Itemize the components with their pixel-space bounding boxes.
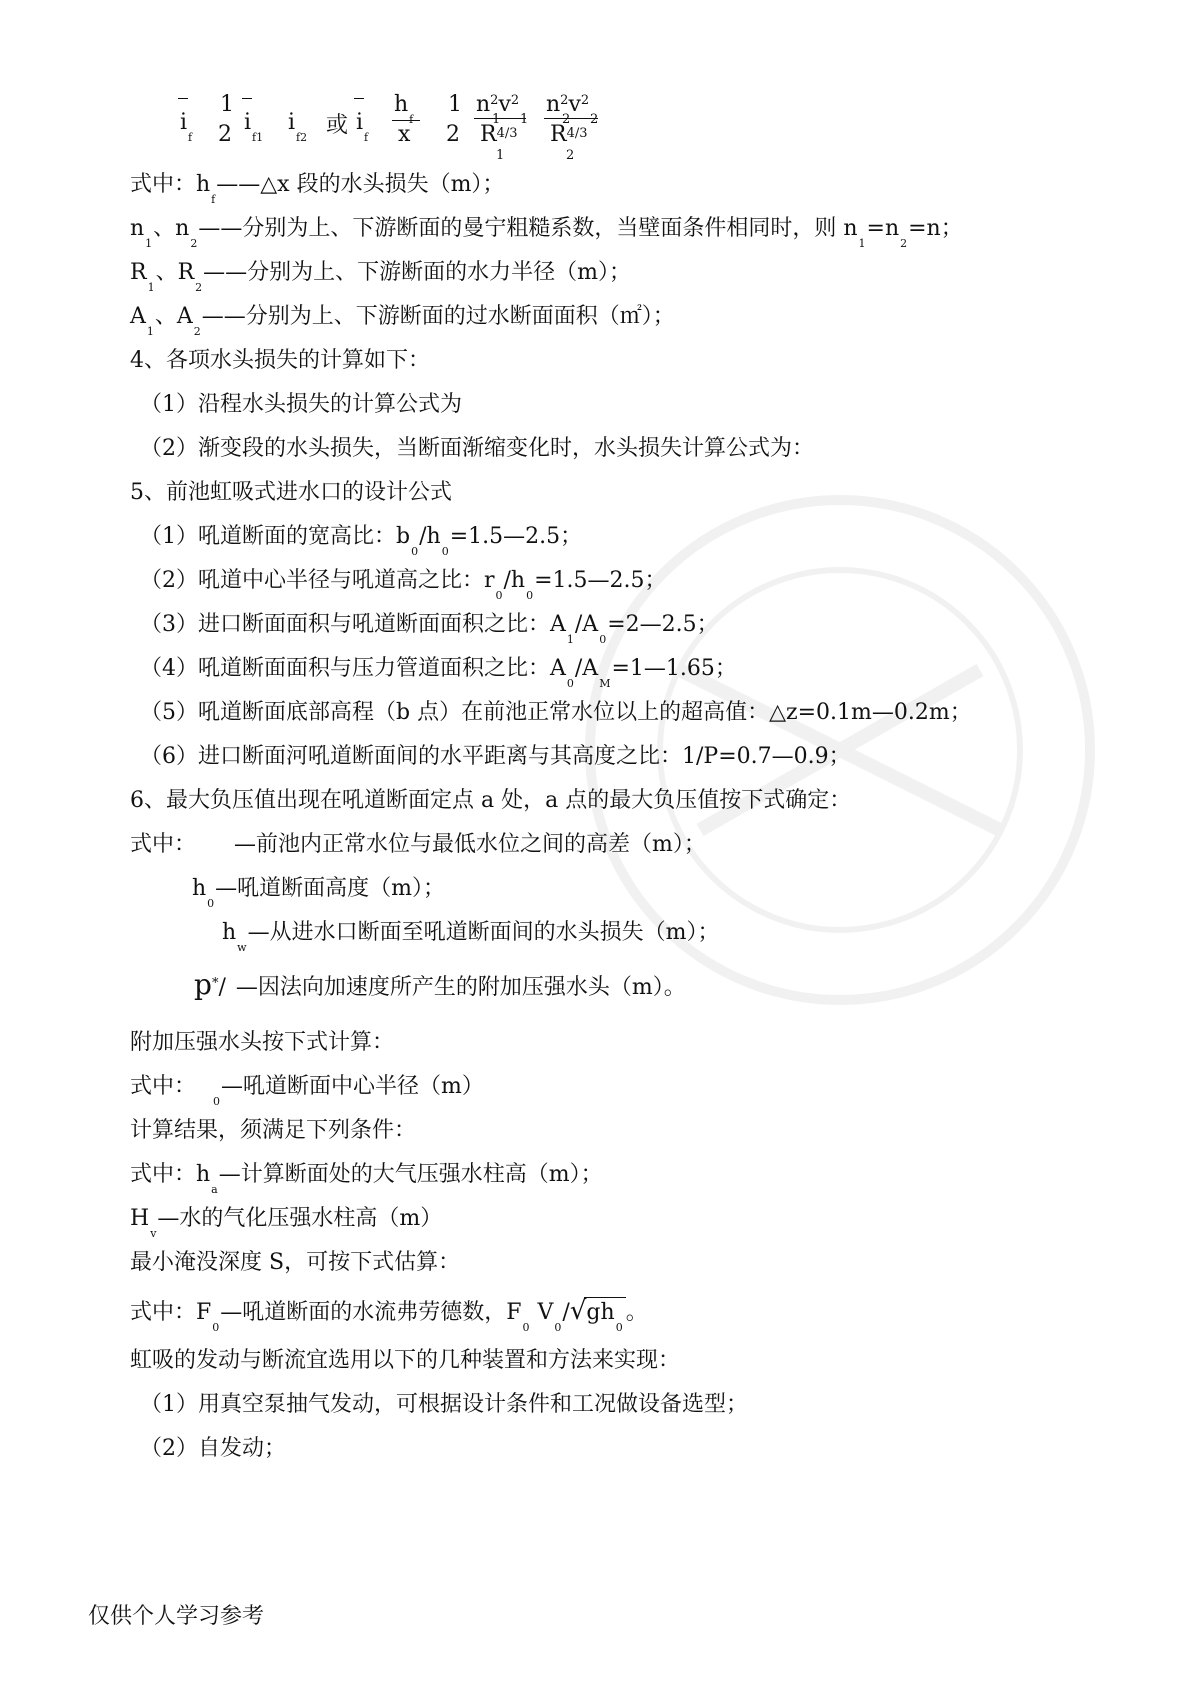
hf-num: [394, 92, 414, 126]
hf-h: h: [394, 92, 409, 117]
text: —因法向加速度所产生的附加压强水头（m）。: [235, 975, 686, 1000]
sub: a: [211, 1183, 218, 1196]
sub: 0: [526, 589, 534, 602]
text: A: [130, 304, 146, 329]
text: ——△x 段的水头损失（m）；: [216, 172, 505, 197]
frac2-R: R: [550, 122, 567, 147]
text: —吼道断面的水流弗劳德数，F: [220, 1300, 522, 1325]
rhs-overbar: [354, 98, 364, 99]
half2-den: 2: [446, 122, 460, 147]
text: 、R: [155, 260, 195, 285]
term1-overbar: [242, 98, 252, 99]
sub: 2: [190, 237, 198, 250]
line-a-def: [130, 302, 675, 338]
hf-sub: f: [409, 113, 414, 126]
lhs-i: i: [180, 110, 188, 135]
sub: 1: [147, 281, 155, 294]
sqrt-icon: √: [569, 1296, 587, 1326]
frac1-R: R: [480, 122, 497, 147]
sub: 0: [212, 1321, 220, 1334]
item-5-6: （6）进口断面河吼道断面间的水平距离与其高度之比：1/P=0.7—0.9；: [140, 744, 851, 769]
text: /A: [574, 612, 599, 637]
line-hw-def: [222, 918, 720, 954]
text: 、n: [153, 216, 190, 241]
text: —计算断面处的大气压强水柱高（m）；: [218, 1162, 603, 1187]
sub: M: [599, 677, 611, 690]
text: p: [194, 968, 212, 1001]
sub: 1: [566, 633, 574, 646]
line-hv-def: [130, 1204, 443, 1240]
line-conditions: 计算结果，须满足下列条件：: [130, 1118, 417, 1143]
sub: w: [237, 941, 247, 954]
text: 式中：h: [130, 172, 211, 197]
hf-den: x: [398, 122, 411, 147]
section-5-heading: 5、前池虹吸式进水口的设计公式: [130, 480, 452, 505]
text: —吼道断面高度（m）；: [215, 876, 446, 901]
sub: 1: [858, 237, 866, 250]
rhs-i: i: [356, 110, 364, 135]
line-hf-def: [130, 170, 505, 206]
sub: 0: [522, 1321, 530, 1334]
text: 式中：h: [130, 1162, 211, 1187]
item-4-2: （2）渐变段的水头损失，当断面渐缩变化时，水头损失计算公式为：: [140, 436, 814, 461]
sub: 0: [441, 545, 449, 558]
item-method-2: （2）自发动；: [140, 1436, 286, 1461]
text: 式中：: [130, 1074, 197, 1099]
item-5-1: [140, 522, 583, 558]
frac2-R-sub: 2: [566, 148, 575, 163]
frac2-n: n: [546, 92, 561, 117]
item-4-1: （1）沿程水头损失的计算公式为: [140, 392, 462, 417]
text: =2—2.5；: [607, 612, 719, 637]
term1-i: i: [244, 110, 252, 135]
text: （2）吼道中心半径与吼道高之比：r: [140, 568, 495, 593]
frac2-n-sub: 2: [562, 112, 571, 127]
text: R: [130, 260, 147, 285]
text: （3）进口断面面积与吼道断面面积之比：A: [140, 612, 566, 637]
term2: [288, 110, 308, 144]
sub: v: [150, 1227, 157, 1240]
text: H: [130, 1206, 150, 1231]
line-r0-def: [130, 1072, 484, 1108]
line-h0-def: [192, 874, 446, 910]
line-froude-def: [130, 1296, 648, 1334]
text: 。: [625, 1300, 648, 1325]
line-diff-def: [130, 830, 706, 860]
line-siphon-methods: 虹吸的发动与断流宜选用以下的几种装置和方法来实现：: [130, 1348, 681, 1373]
sub: 2: [900, 237, 908, 250]
sup: *: [211, 976, 219, 991]
frac1-R-sup: 4/3: [496, 126, 518, 141]
text: ——分别为上、下游断面的过水断面面积（㎡）；: [201, 304, 675, 329]
text: =n: [866, 216, 900, 241]
text: 式中：: [130, 832, 197, 857]
sub: 0: [213, 1095, 221, 1108]
frac2-bar: [544, 118, 598, 119]
item-5-5: （5）吼道断面底部高程（b 点）在前池正常水位以上的超高值：△z=0.1m—0.2m；: [140, 700, 972, 725]
text: /: [218, 975, 226, 1000]
frac1-n-sup: 2: [490, 93, 499, 108]
sub: f: [211, 193, 216, 206]
frac1-n-sub: 1: [492, 112, 501, 127]
section-6-heading: 6、最大负压值出现在吼道断面定点 a 处，a 点的最大负压值按下式确定：: [130, 788, 852, 813]
sub: 0: [554, 1321, 562, 1334]
line-extra-pressure: 附加压强水头按下式计算：: [130, 1030, 395, 1055]
lhs-overbar: [178, 98, 188, 99]
sub: 2: [193, 325, 201, 338]
sub: 0: [615, 1321, 623, 1334]
hf-bar: [392, 120, 420, 121]
text: h: [192, 876, 207, 901]
text: /h: [419, 524, 441, 549]
text: （4）吼道断面面积与压力管道面积之比：A: [140, 656, 566, 681]
rhs-lhs: [356, 110, 369, 144]
item-5-2: [140, 566, 667, 602]
term2-i: i: [288, 110, 296, 135]
half2-num: 1: [448, 92, 462, 117]
frac1-v-sub: 1: [520, 112, 529, 127]
text: =1.5—2.5；: [534, 568, 667, 593]
sub: 0: [566, 677, 574, 690]
frac2-n-sup: 2: [560, 93, 569, 108]
text: /h: [503, 568, 526, 593]
text: h: [222, 920, 237, 945]
line-p-def: [194, 970, 686, 1006]
sub: 1: [146, 325, 154, 338]
formula-lhs: [180, 110, 193, 144]
line-r-def: [130, 258, 632, 294]
text: gh: [586, 1300, 615, 1325]
text: =1.5—2.5；: [449, 524, 583, 549]
sub: 1: [145, 237, 153, 250]
text: —前池内正常水位与最低水位之间的高差（m）；: [234, 832, 706, 857]
line-ha-def: [130, 1160, 603, 1196]
frac2-v-sup: 2: [580, 93, 590, 108]
text: V: [530, 1300, 554, 1325]
frac2-den: [550, 122, 588, 147]
lhs-i-sub: f: [188, 131, 193, 144]
frac1-R-sub: 1: [496, 148, 505, 163]
text: =1—1.65；: [611, 656, 737, 681]
text: n: [130, 216, 145, 241]
head-loss-formula: [180, 92, 700, 172]
text: 、A: [154, 304, 193, 329]
text: /: [562, 1300, 570, 1325]
sub: 0: [495, 589, 503, 602]
line-min-submergence: 最小淹没深度 S，可按下式估算：: [130, 1250, 461, 1275]
text: 式中：F: [130, 1300, 212, 1325]
text: —吼道断面中心半径（m）: [221, 1074, 484, 1099]
sqrt-content: [584, 1297, 625, 1334]
frac1-bar: [474, 118, 526, 119]
frac1-n: n: [476, 92, 491, 117]
frac2-v: v: [568, 92, 581, 117]
footer-note: 仅供个人学习参考: [88, 1604, 265, 1629]
sub: 2: [195, 281, 203, 294]
term1-sub: f1: [252, 131, 264, 144]
text: —从进水口断面至吼道断面间的水头损失（m）；: [247, 920, 720, 945]
sub: 0: [207, 897, 215, 910]
term1: [244, 110, 264, 144]
sub: 0: [411, 545, 419, 558]
item-method-1: （1）用真空泵抽气发动，可根据设计条件和工况做设备选型；: [140, 1392, 748, 1417]
frac1-v-sup: 2: [510, 93, 520, 108]
frac2-v-sub: 2: [590, 112, 599, 127]
text: ——分别为上、下游断面的曼宁粗糙系数，当壁面条件相同时，则 n: [198, 216, 858, 241]
text: /A: [574, 656, 599, 681]
text: （1）吼道断面的宽高比：b: [140, 524, 411, 549]
sub: 0: [599, 633, 607, 646]
text: =n；: [908, 216, 963, 241]
line-n-def: [130, 214, 963, 250]
frac1-v: v: [498, 92, 511, 117]
rhs-i-sub: f: [364, 131, 369, 144]
half-num: 1: [220, 92, 234, 117]
section-4-heading: 4、各项水头损失的计算如下：: [130, 348, 430, 373]
text: ——分别为上、下游断面的水力半径（m）；: [203, 260, 632, 285]
item-5-4: [140, 654, 737, 690]
or-word: 或: [326, 113, 349, 138]
frac1-den: [480, 122, 518, 147]
item-5-3: [140, 610, 719, 646]
half-den: 2: [218, 122, 232, 147]
frac2-R-sup: 4/3: [566, 126, 588, 141]
term2-sub: f2: [296, 131, 308, 144]
text: —水的气化压强水柱高（m）: [157, 1206, 443, 1231]
